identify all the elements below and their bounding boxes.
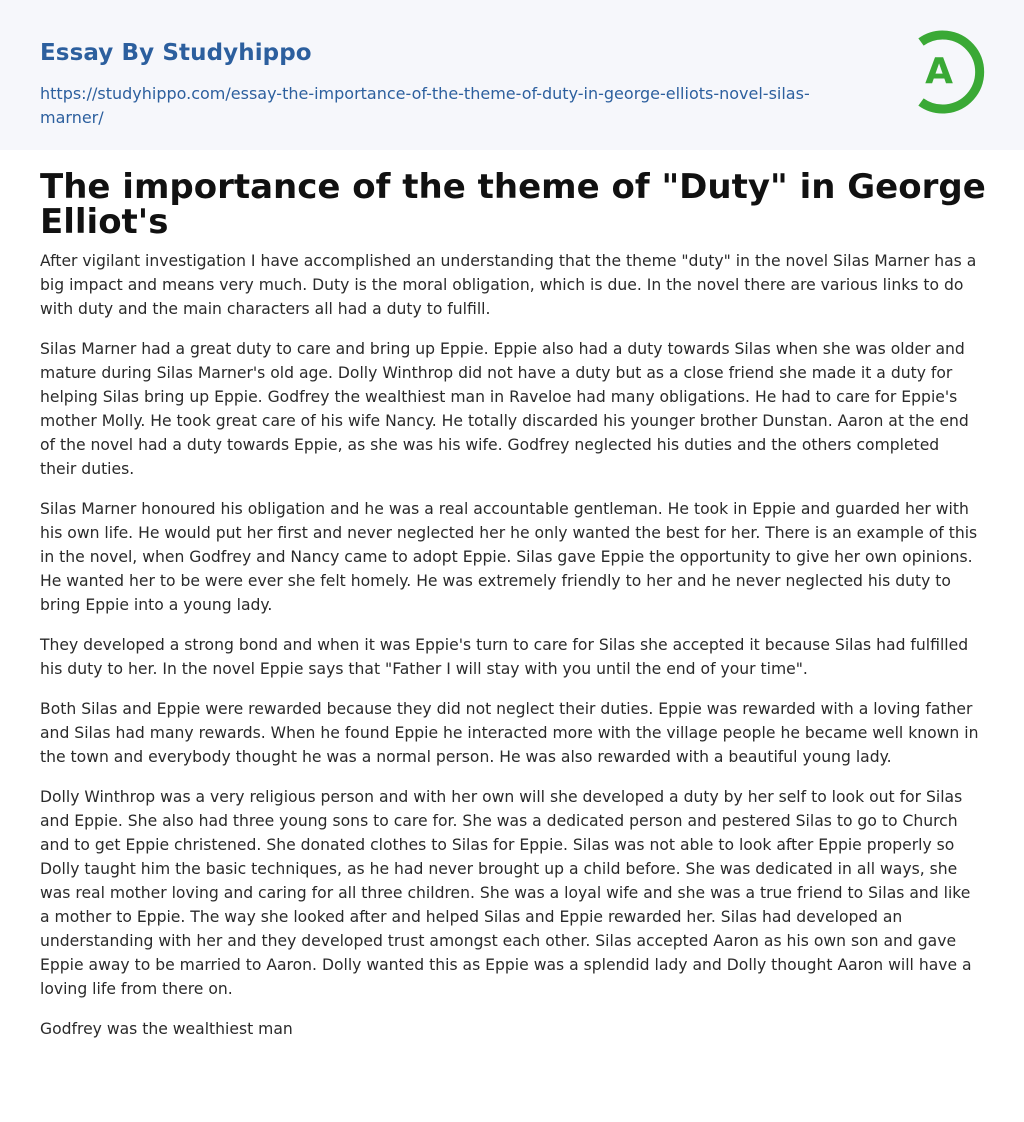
paragraph: Dolly Winthrop was a very religious person and with her own will she developed a duty by her self to look out for Silas and Eppie. She also had three young sons to care for. She was a dedicated person and pestered Silas to go to Church and to get Eppie christened. She donated clothes to Silas for Eppie. Silas was not able to look after Eppie properly so Dolly taught him the basic techniques, as he had never brought up a child before. She was dedicated in all ways, she was real mother loving and caring for all three children. She was a loyal wife and she was a true friend to Silas and like a mother to Eppie. The way she looked after and helped Silas and Eppie rewarded her. Silas had developed an understanding with her and they developed trust amongst each other. Silas accepted Aaron as his own son and gave Eppie away to be married to Aaron. Dolly wanted this as Eppie was a splendid lady and Dolly thought Aaron will have a loving life from there on. (40, 788, 972, 998)
paragraph: Godfrey was the wealthiest man (40, 1020, 293, 1038)
paragraph: They developed a strong bond and when it was Eppie's turn to care for Silas she accepted it because Silas had fulfilled his duty to her. In the novel Eppie says that "Father I will stay with you until the end of your time". (40, 636, 969, 678)
article-title: The importance of the theme of "Duty" in George Elliot's (40, 167, 986, 242)
paragraph: After vigilant investigation I have accomplished an understanding that the theme "duty" in the novel Silas Marner has a big impact and means very much. Duty is the moral obligation, which is due. In the novel there are various links to do with duty and the main characters all had a duty to fulfill. (40, 252, 977, 318)
studyhippo-logo-icon[interactable] (908, 28, 988, 116)
source-url-link[interactable]: https://studyhippo.com/essay-the-importance-of-the-theme-of-duty-in-george-elliots-novel-silas-marner/ (40, 84, 810, 127)
logo-letter: A (925, 51, 953, 92)
paragraph: Silas Marner honoured his obligation and he was a real accountable gentleman. He took in Eppie and guarded her with his own life. He would put her first and never neglected her he only wanted the best for her. There is an example of this in the novel, when Godfrey and Nancy came to adopt Eppie. Silas gave Eppie the opportunity to give her own opinions. He wanted her to be were ever she felt homely. He was extremely friendly to her and he never neglected his duty to bring Eppie into a young lady. (40, 500, 978, 614)
article-body (40, 249, 980, 1057)
site-brand[interactable]: Essay By Studyhippo (40, 40, 312, 66)
paragraph: Both Silas and Eppie were rewarded because they did not neglect their duties. Eppie was rewarded with a loving father and Silas had many rewards. When he found Eppie he interacted more with the village people he became well known in the town and everybody thought he was a normal person. He was also rewarded with a beautiful young lady. (40, 700, 979, 766)
site-header (0, 0, 1024, 150)
paragraph: Silas Marner had a great duty to care and bring up Eppie. Eppie also had a duty towards Silas when she was older and mature during Silas Marner's old age. Dolly Winthrop did not have a duty but as a close friend she made it a duty for helping Silas bring up Eppie. Godfrey the wealthiest man in Raveloe had many obligations. He had to care for Eppie's mother Molly. He took great care of his wife Nancy. He totally discarded his younger brother Dunstan. Aaron at the end of the novel had a duty towards Eppie, as she was his wife. Godfrey neglected his duties and the others completed their duties. (40, 340, 969, 478)
